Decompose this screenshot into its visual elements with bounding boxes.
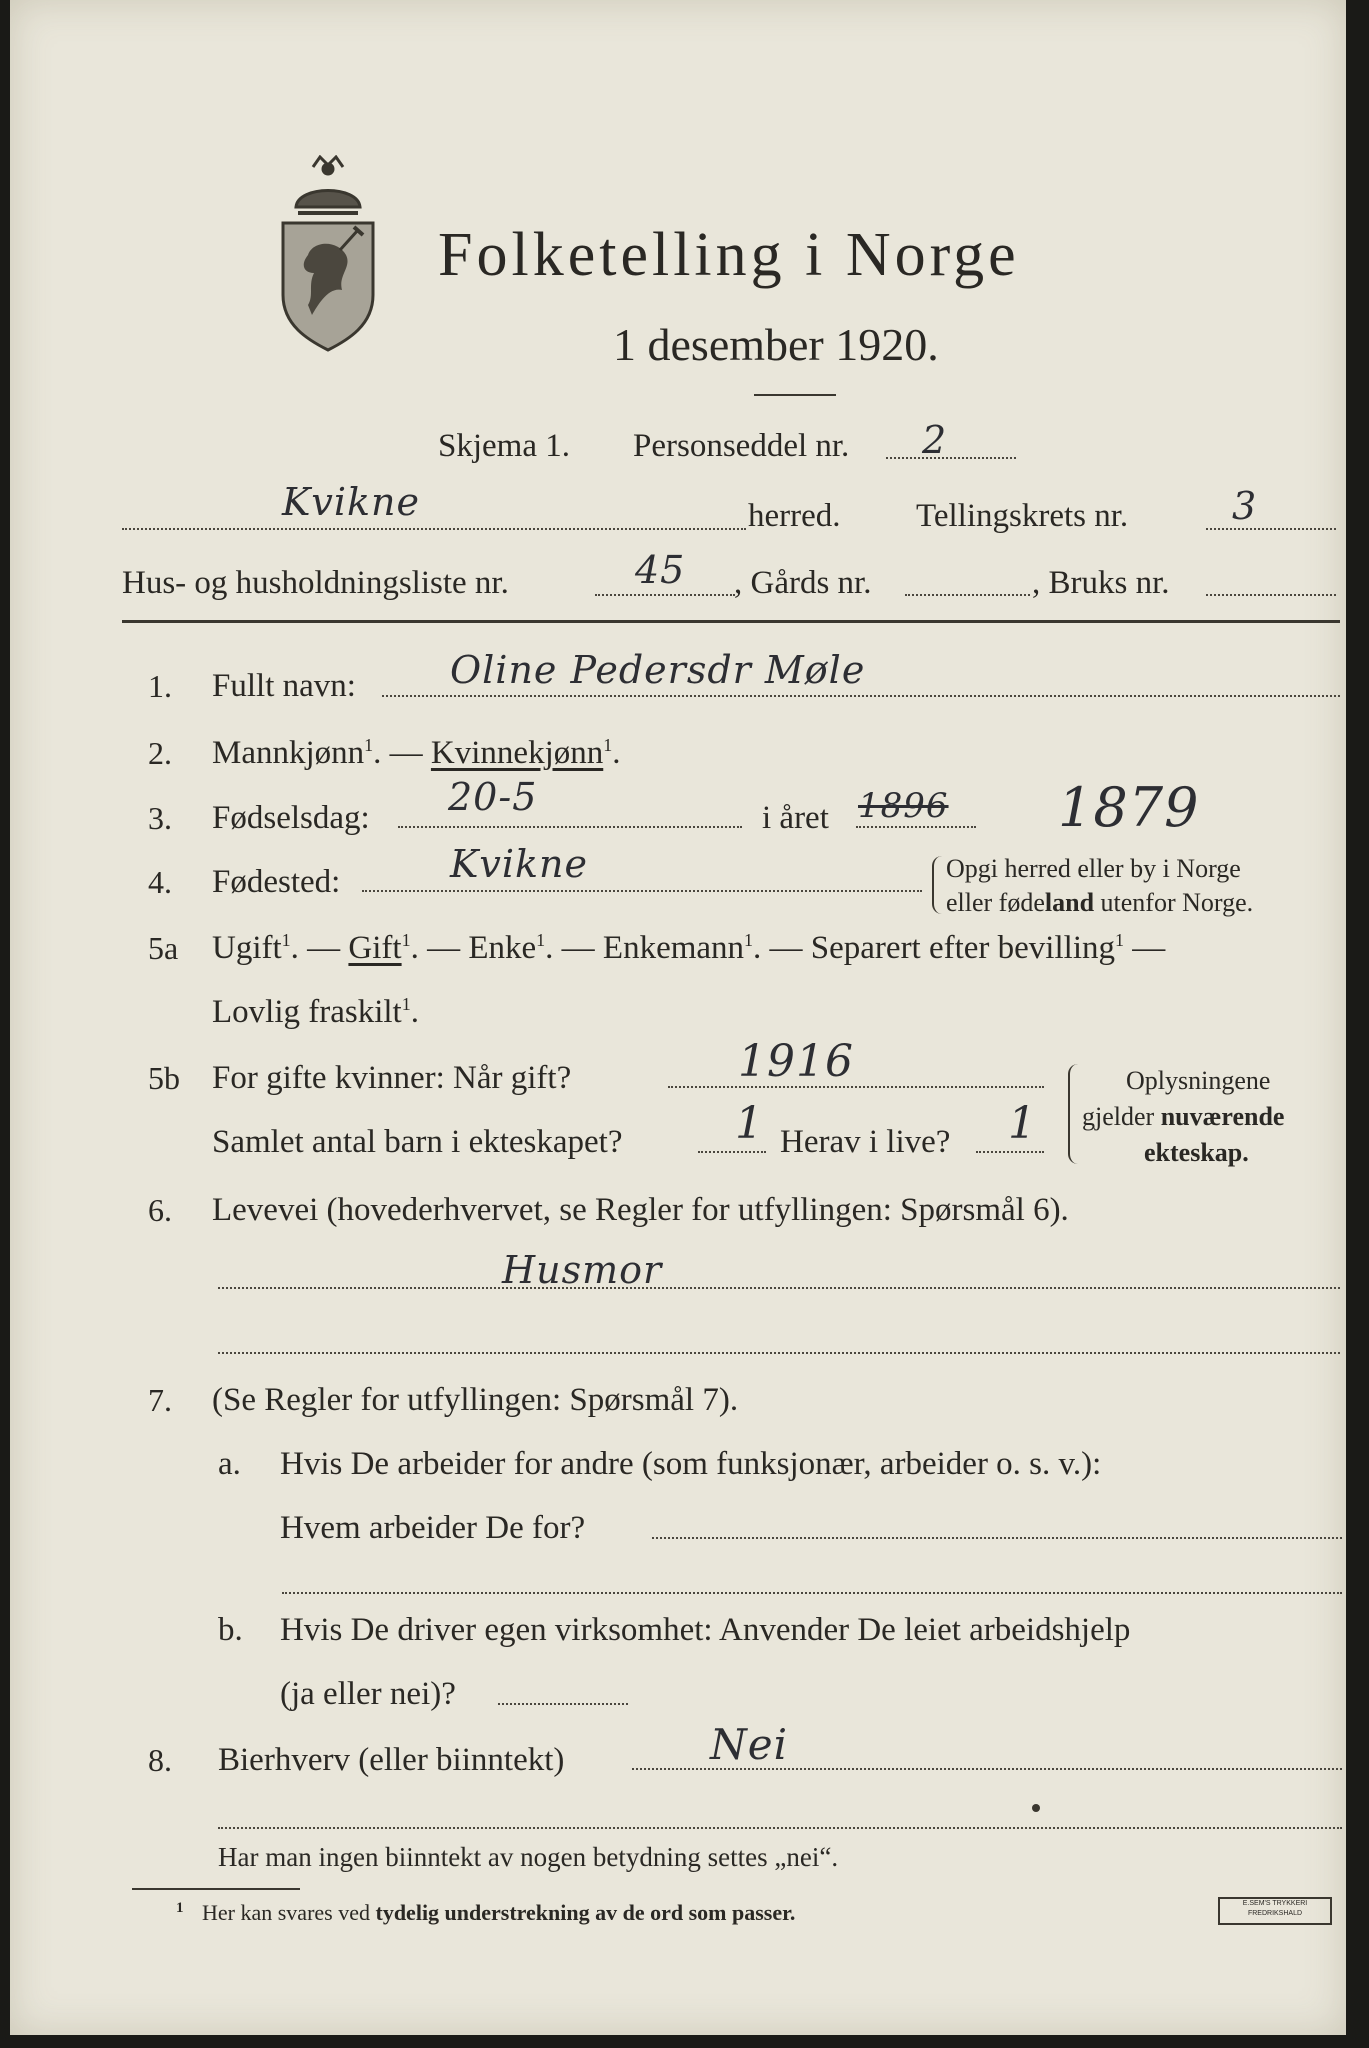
herred-line (122, 528, 746, 530)
q5b-note2: gjelder nuværende (1082, 1102, 1285, 1131)
title-divider (754, 394, 836, 396)
q8-value: Nei (710, 1720, 789, 1769)
q7b-question: (ja eller nei)? (280, 1676, 456, 1712)
q5b-alive-value: 1 (1008, 1098, 1037, 1149)
ink-dot (1032, 1804, 1040, 1812)
q5b-label2: Samlet antal barn i ekteskapet? (212, 1124, 623, 1160)
q4-number: 4. (148, 864, 172, 900)
q5b-label3: Herav i live? (780, 1124, 951, 1160)
q5b-children-value: 1 (735, 1098, 764, 1149)
printer-stamp: E.SEM'S TRYKKERI FREDRIKSHALD (1218, 1897, 1332, 1925)
q8-number: 8. (148, 1742, 172, 1778)
husliste-line (595, 594, 735, 596)
husliste-label: Hus- og husholdningsliste nr. (122, 565, 509, 601)
q5b-alive-line (976, 1151, 1044, 1153)
footnote-text: Her kan svares ved tydelig understrekning av de ord som passer. (202, 1900, 796, 1925)
q7a-line1 (652, 1537, 1342, 1539)
q1-label: Fullt navn: (212, 668, 356, 704)
q5a-gift: Gift (348, 930, 402, 966)
q7-number: 7. (148, 1382, 172, 1418)
bruks-label: , Bruks nr. (1032, 565, 1170, 601)
q5b-number: 5b (148, 1060, 180, 1096)
q7a-question: Hvem arbeider De for? (280, 1510, 586, 1546)
tellingskrets-line (1206, 528, 1336, 530)
q4-note-line2: eller fødeland utenfor Norge. (946, 888, 1254, 917)
q6-line1 (218, 1287, 1340, 1289)
q3-day-line (398, 826, 742, 828)
q3-year-label: i året (762, 800, 829, 836)
gards-label: , Gårds nr. (734, 565, 872, 601)
q6-label: Levevei (hovederhvervet, se Regler for utfyllingen: Spørsmål 6). (212, 1192, 1069, 1228)
q6-line2 (218, 1352, 1340, 1354)
q5a-lovlig: Lovlig fraskilt$^1$. (212, 994, 419, 1030)
q2-mann: Mannkjønn (212, 735, 365, 771)
q5a-options: Ugift$^1$. — Gift$^1$. — Enke$^1$. — Enkemann$^1$. — Separert efter bevilling$^1$ — (212, 930, 1166, 966)
q7b-line (498, 1703, 628, 1705)
q4-line (362, 890, 922, 892)
q3-day-value: 20-5 (448, 775, 538, 819)
q4-label: Fødested: (212, 864, 341, 900)
q7a-letter: a. (218, 1446, 241, 1482)
q2-kvinne: Kvinnekjønn (430, 735, 604, 771)
herred-value: Kvikne (282, 480, 420, 524)
q5b-note1: Oplysningene (1126, 1066, 1271, 1095)
q7a-text: Hvis De arbeider for andre (som funksjonær, arbeider o. s. v.): (280, 1446, 1102, 1482)
footnote-mark: 1 (176, 1900, 184, 1916)
q4-note-line1: Opgi herred eller by i Norge (946, 854, 1241, 883)
q4-value: Kvikne (450, 842, 588, 886)
q7b-letter: b. (218, 1612, 243, 1648)
personseddel-line (886, 457, 1016, 459)
bruks-line (1206, 594, 1336, 596)
personseddel-value: 2 (922, 418, 948, 462)
skjema-label: Skjema 1. (438, 428, 570, 464)
q3-year-correction: 1879 (1058, 776, 1200, 839)
footnote-rule (132, 1888, 300, 1890)
q5b-children-line (698, 1151, 766, 1153)
husliste-value: 45 (635, 548, 686, 592)
q1-value: Oline Pedersdr Møle (450, 648, 866, 692)
q5b-note3: ekteskap. (1144, 1138, 1249, 1167)
q1-number: 1. (148, 668, 172, 704)
q3-year-line (856, 826, 976, 828)
q3-number: 3. (148, 800, 172, 836)
q8-label: Bierhverv (eller biinntekt) (218, 1742, 565, 1778)
census-date: 1 desember 1920. (613, 319, 939, 370)
tellingskrets-value: 3 (1232, 484, 1258, 528)
q8-note: Har man ingen biinntekt av nogen betydning settes „nei“. (218, 1842, 839, 1872)
q5b-label1: For gifte kvinner: Når gift? (212, 1060, 572, 1096)
q7-label: (Se Regler for utfyllingen: Spørsmål 7). (212, 1382, 739, 1418)
q5b-married-value: 1916 (738, 1036, 854, 1087)
header-separator (122, 620, 1340, 623)
q2-number: 2. (148, 735, 172, 771)
q7a-line2 (282, 1592, 1342, 1594)
q5b-brace (1068, 1064, 1080, 1164)
q2-text: Mannkjønn$^1$. — Kvinnekjønn$^1$. (212, 735, 621, 771)
q6-number: 6. (148, 1192, 172, 1228)
q5a-number: 5a (148, 930, 179, 966)
personseddel-label: Personseddel nr. (633, 428, 850, 464)
tellingskrets-label: Tellingskrets nr. (916, 498, 1129, 534)
form-title: Folketelling i Norge (438, 221, 1020, 289)
census-form-sheet (10, 0, 1346, 2035)
q5b-married-line (668, 1086, 1044, 1088)
gards-line (905, 594, 1030, 596)
q6-value: Husmor (502, 1248, 663, 1292)
q3-label: Fødselsdag: (212, 800, 370, 836)
q8-line2 (218, 1827, 1342, 1829)
herred-label: herred. (748, 498, 841, 534)
q4-brace (932, 856, 942, 914)
q7b-text: Hvis De driver egen virksomhet: Anvender De leiet arbeidshjelp (280, 1612, 1131, 1648)
norway-coat-of-arms-icon (268, 155, 388, 355)
q1-line (382, 695, 1340, 697)
q3-year-value: 1896 (858, 786, 949, 826)
